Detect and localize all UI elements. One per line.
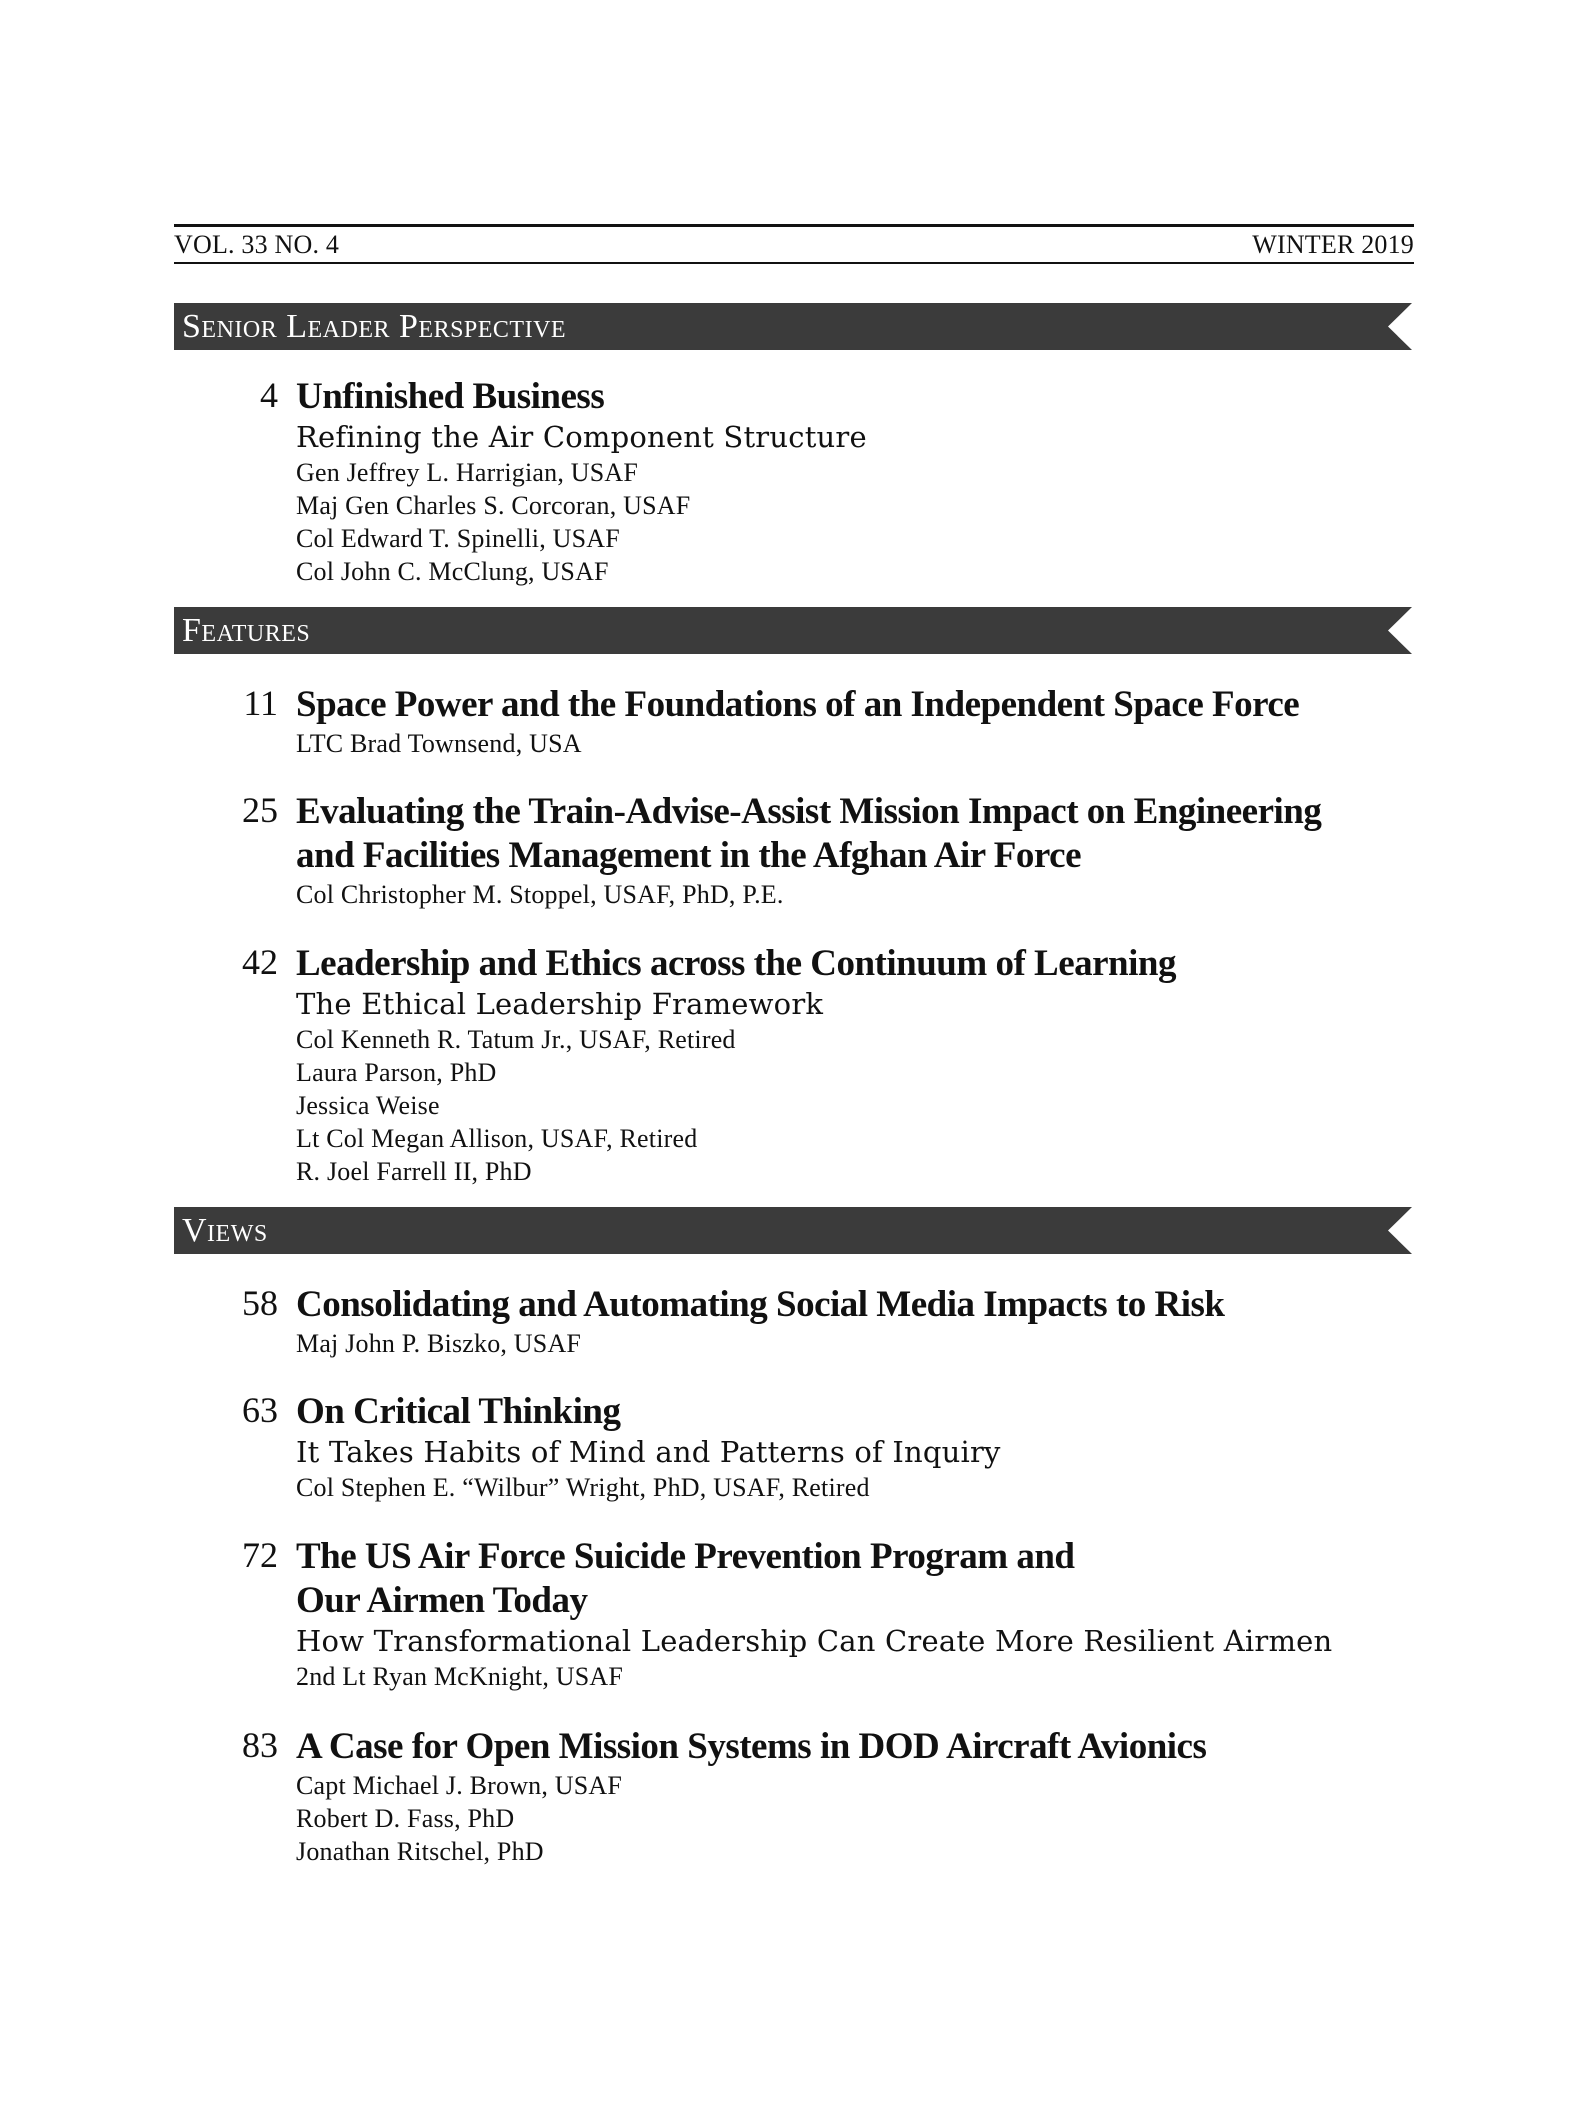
author: LTC Brad Townsend, USA [296, 729, 582, 758]
section-banner-features [174, 607, 1412, 654]
author: Col John C. McClung, USAF [296, 557, 609, 586]
page-number: 58 [242, 1283, 278, 1323]
page-number: 63 [242, 1390, 278, 1430]
author: Jonathan Ritschel, PhD [296, 1837, 544, 1866]
article-title[interactable]: Evaluating the Train-Advise-Assist Mission Impact on Engineering [296, 791, 1322, 832]
article-title[interactable]: On Critical Thinking [296, 1391, 621, 1432]
banner-ribbon-shape [174, 607, 1412, 654]
header-bottom-rule [174, 262, 1414, 264]
author: Lt Col Megan Allison, USAF, Retired [296, 1124, 698, 1153]
article-title[interactable]: Consolidating and Automating Social Media Impacts to Risk [296, 1284, 1225, 1325]
author: Col Christopher M. Stoppel, USAF, PhD, P.E. [296, 880, 784, 909]
section-title: Views [182, 1212, 268, 1249]
author: Col Kenneth R. Tatum Jr., USAF, Retired [296, 1025, 736, 1054]
author: Capt Michael J. Brown, USAF [296, 1771, 623, 1800]
section-banner-views [174, 1207, 1412, 1254]
article-subtitle: The Ethical Leadership Framework [296, 987, 824, 1021]
volume-issue: VOL. 33 NO. 4 [174, 230, 340, 259]
article-title[interactable]: Space Power and the Foundations of an Independent Space Force [296, 684, 1300, 725]
page-number: 83 [242, 1725, 278, 1765]
header-top-rule [174, 224, 1414, 227]
author: R. Joel Farrell II, PhD [296, 1157, 532, 1186]
article-title-continued[interactable]: Our Airmen Today [296, 1580, 588, 1621]
issue-season: WINTER 2019 [1252, 230, 1414, 259]
author: Gen Jeffrey L. Harrigian, USAF [296, 458, 638, 487]
article-title[interactable]: A Case for Open Mission Systems in DOD Aircraft Avionics [296, 1726, 1207, 1767]
author: Col Edward T. Spinelli, USAF [296, 524, 620, 553]
author: 2nd Lt Ryan McKnight, USAF [296, 1662, 624, 1691]
author: Maj John P. Biszko, USAF [296, 1329, 582, 1358]
article-title-continued[interactable]: and Facilities Management in the Afghan Air Force [296, 835, 1082, 876]
section-title: Senior Leader Perspective [182, 308, 567, 345]
author: Maj Gen Charles S. Corcoran, USAF [296, 491, 691, 520]
page-number: 25 [242, 790, 278, 830]
article-title[interactable]: Unfinished Business [296, 376, 605, 417]
section-title: Features [182, 612, 311, 649]
section-banner-senior-leader [174, 303, 1412, 350]
author: Laura Parson, PhD [296, 1058, 497, 1087]
page-number: 72 [242, 1535, 278, 1575]
author: Jessica Weise [296, 1091, 440, 1120]
page-number: 42 [242, 942, 278, 982]
article-subtitle: It Takes Habits of Mind and Patterns of Inquiry [296, 1435, 1001, 1469]
author: Col Stephen E. “Wilbur” Wright, PhD, USAF, Retired [296, 1473, 870, 1502]
article-subtitle: Refining the Air Component Structure [296, 420, 867, 454]
article-title[interactable]: Leadership and Ethics across the Continuum of Learning [296, 943, 1176, 984]
page-number: 4 [260, 375, 278, 415]
article-subtitle: How Transformational Leadership Can Create More Resilient Airmen [296, 1624, 1333, 1658]
author: Robert D. Fass, PhD [296, 1804, 515, 1833]
banner-ribbon-shape [174, 1207, 1412, 1254]
page-number: 11 [243, 683, 278, 723]
article-title[interactable]: The US Air Force Suicide Prevention Program and [296, 1536, 1075, 1577]
